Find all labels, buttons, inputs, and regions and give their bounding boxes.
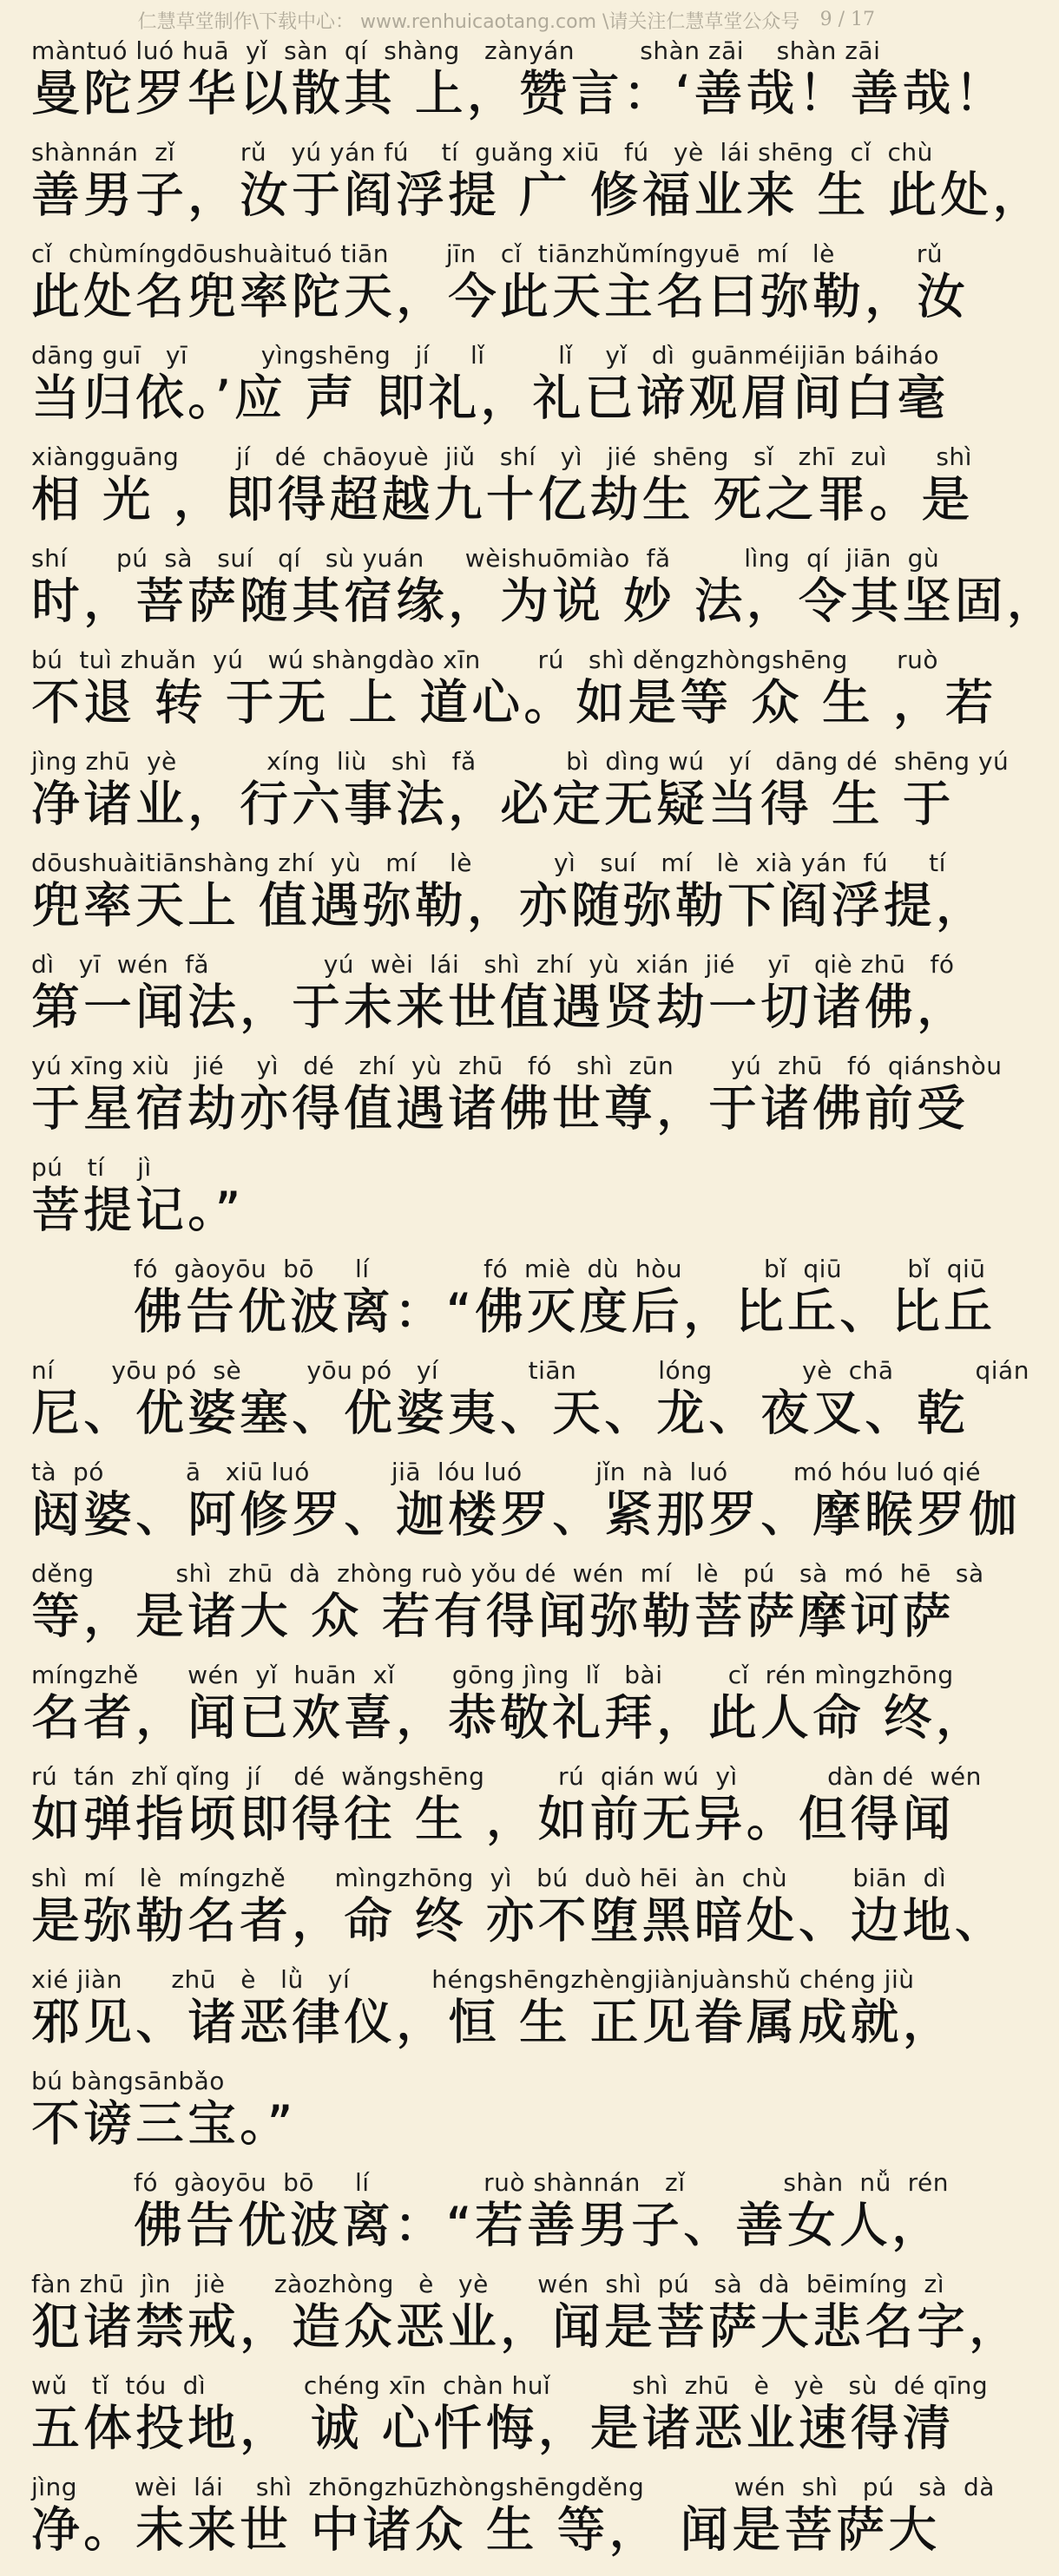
hanzi-line: 时，菩萨随其宿缘，为说 妙 法，令其坚固， — [31, 574, 1059, 630]
pinyin-line: fàn zhū jìn jiè zàozhòng è yè wén shì pú sà dà bēimíng zì — [31, 2270, 944, 2298]
pinyin-line: shànnán zǐ rǔ yú yán fú tí guǎng xiū fú yè lái shēng cǐ chù — [31, 138, 933, 167]
text-line — [31, 1762, 982, 1865]
text-line — [31, 2270, 1021, 2373]
pinyin-line: jìng zhū yè xíng liù shì fǎ bì dìng wú yí dāng dé shēng yú — [31, 747, 1010, 776]
text-line — [31, 239, 969, 343]
hanzi-line: 不退 转 于无 上 道心。如是等 众 生 ，若 — [31, 675, 997, 731]
pinyin-line: dōushuàitiānshàng zhí yù mí lè yì suí mí lè xià yán fú tí — [31, 849, 946, 877]
scripture-text — [31, 36, 1059, 2576]
hanzi-line: 净诸业，行六事法，必定无疑当得 生 于 — [31, 777, 955, 833]
text-line — [31, 747, 1010, 850]
text-line — [31, 1559, 984, 1662]
hanzi-line: 佛告优波离：“佛灭度后，比丘、比丘 — [134, 1284, 997, 1340]
text-line — [31, 36, 1007, 140]
text-line — [31, 1356, 1029, 1459]
pinyin-line: ní yōu pó sè yōu pó yí tiān lóng yè chā qián — [31, 1356, 1029, 1385]
hanzi-line: 于星宿劫亦得值遇诸佛世尊，于诸佛前受 — [31, 1081, 969, 1137]
text-line — [31, 1458, 1021, 1561]
text-line — [31, 2168, 950, 2271]
text-line — [31, 2068, 906, 2170]
text-line — [31, 1965, 955, 2068]
page-number: 9 / 17 — [819, 9, 875, 30]
text-line — [31, 2473, 995, 2576]
page-header — [31, 0, 906, 40]
pinyin-line: wǔ tǐ tóu dì chéng xīn chàn huǐ shì zhū è yè sù dé qīng — [31, 2371, 989, 2400]
pinyin-line: dāng guī yī yìngshēng jí lǐ lǐ yǐ dì guānméijiān báiháo — [31, 341, 940, 370]
hanzi-line: 第一闻法，于未来世值遇贤劫一切诸佛， — [31, 980, 969, 1036]
text-line — [31, 1661, 988, 1764]
text-line — [31, 646, 997, 749]
hanzi-line: 菩提记。” — [31, 1183, 245, 1239]
pinyin-line: shí pú sà suí qí sù yuán wèishuōmiào fǎ lìng qí jiān gù — [31, 544, 940, 573]
pinyin-line: bú bàngsānbǎo — [31, 2067, 225, 2095]
hanzi-line: 犯诸禁戒，造众恶业，闻是菩萨大悲名字， — [31, 2299, 1021, 2356]
text-line — [31, 849, 988, 952]
hanzi-line: 等，是诸大 众 若有得闻弥勒菩萨摩诃萨 — [31, 1589, 955, 1645]
text-line — [31, 1155, 906, 1256]
hanzi-line: 此处名兜率陀天，今此天主名曰弥勒，汝 — [31, 269, 969, 325]
pinyin-line: dì yī wén fǎ yú wèi lái shì zhí yù xián jié yī qiè zhū fó — [31, 950, 955, 979]
hanzi-line: 闼婆、阿修罗、迦楼罗、紧那罗、摩睺罗伽 — [31, 1487, 1021, 1544]
pinyin-line: pú tí jì — [31, 1153, 152, 1182]
hanzi-line: 如弹指顷即得往 生 ，如前无异。但得闻 — [31, 1792, 955, 1848]
text-line — [31, 341, 950, 444]
hanzi-line: 不谤三宝。” — [31, 2096, 297, 2153]
hanzi-line: 善男子，汝于阎浮提 广 修福业来 生 此处， — [31, 167, 1045, 224]
pinyin-line: shì mí lè míngzhě mìngzhōng yì bú duò hēi àn chù biān dì — [31, 1864, 947, 1892]
hanzi-line: 佛告优波离：“若善男子、善女人， — [134, 2198, 944, 2254]
pinyin-line: cǐ chùmíngdōushuàituó tiān jīn cǐ tiānzhǔmíngyuē mí lè rǔ — [31, 239, 944, 268]
header-text: 仁慧草堂制作\下载中心： www.renhuicaotang.com \请关注仁慧草堂公众号 — [137, 10, 800, 33]
text-line — [31, 138, 1045, 241]
pinyin-line: bú tuì zhuǎn yú wú shàngdào xīn rú shì děngzhòngshēng ruò — [31, 646, 939, 674]
text-line — [31, 1864, 1007, 1967]
hanzi-line: 邪见、诸恶律仪，恒 生 正见眷属成就， — [31, 1995, 955, 2051]
hanzi-line: 相 光 ，即得超越九十亿劫生 死之罪。是 — [31, 472, 974, 528]
pinyin-line: fó gàoyōu bō lí ruò shànnán zǐ shàn nǚ rén — [134, 2168, 950, 2197]
text-line — [31, 950, 969, 1053]
hanzi-line: 当归依。’应 声 即礼，礼已谛观眉间白毫 — [31, 370, 950, 427]
pinyin-line: màntuó luó huā yǐ sàn qí shàng zànyán shàn zāi shàn zāi — [31, 36, 881, 65]
hanzi-line: 曼陀罗华以散其 上，赞言：‘善哉！善哉！ — [31, 66, 1007, 122]
hanzi-line: 名者，闻已欢喜，恭敬礼拜，此人命 终， — [31, 1690, 988, 1747]
pinyin-line: míngzhě wén yǐ huān xǐ gōng jìng lǐ bài cǐ rén mìngzhōng — [31, 1661, 954, 1689]
pinyin-line: yú xīng xiù jié yì dé zhí yù zhū fó shì zūn yú zhū fó qiánshòu — [31, 1052, 1003, 1080]
hanzi-line: 是弥勒名者，命 终 亦不堕黑暗处、边地、 — [31, 1893, 1007, 1950]
pinyin-line: fó gàoyōu bō lí fó miè dù hòu bǐ qiū bǐ qiū — [134, 1255, 986, 1283]
pinyin-line: xié jiàn zhū è lǜ yí héngshēngzhèngjiànjuànshǔ chéng jiù — [31, 1965, 915, 1994]
text-line — [31, 2371, 989, 2474]
text-line — [31, 1255, 997, 1358]
pinyin-line: rú tán zhǐ qǐng jí dé wǎngshēng rú qián wú yì dàn dé wén — [31, 1762, 982, 1791]
pinyin-line: jìng wèi lái shì zhōngzhūzhòngshēngděng wén shì pú sà dà — [31, 2473, 995, 2501]
hanzi-line: 兜率天上 值遇弥勒，亦随弥勒下阎浮提， — [31, 878, 988, 934]
text-line — [31, 442, 974, 546]
pinyin-line: tà pó ā xiū luó jiā lóu luó jǐn nà luó mó hóu luó qié — [31, 1458, 982, 1486]
hanzi-line: 尼、优婆塞、优婆夷、天、龙、夜叉、乾 — [31, 1386, 969, 1442]
text-line — [31, 544, 1059, 647]
pinyin-line: děng shì zhū dà zhòng ruò yǒu dé wén mí lè pú sà mó hē sà — [31, 1559, 984, 1588]
hanzi-line: 净。未来世 中诸众 生 等， 闻是菩萨大 — [31, 2502, 941, 2559]
text-line — [31, 1052, 1003, 1155]
hanzi-line: 五体投地， 诚 心忏悔，是诸恶业速得清 — [31, 2401, 955, 2457]
pinyin-line: xiàngguāng jí dé chāoyuè jiǔ shí yì jié shēng sǐ zhī zuì shì — [31, 442, 972, 471]
